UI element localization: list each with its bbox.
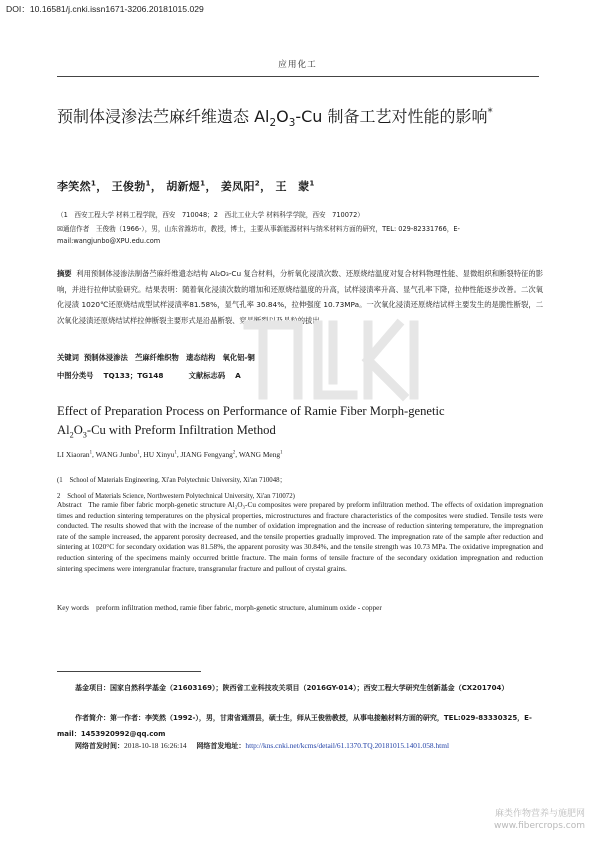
author-cn-aff: 2 bbox=[254, 178, 261, 188]
chinese-title-mid: O bbox=[276, 107, 289, 126]
site-watermark-cn: 麻类作物营养与施肥网 bbox=[494, 809, 585, 819]
author-en-aff: 1 bbox=[174, 450, 177, 456]
footnote-rule bbox=[57, 671, 201, 672]
doc-code-label: 文献标志码 bbox=[188, 371, 226, 380]
chinese-keywords-text: 预制体浸渗法 苎麻纤维织物 遗态结构 氧化铝-铜 bbox=[83, 353, 255, 362]
chinese-affiliations: （1 西安工程大学 材料工程学院，西安 710048；2 西北工业大学 材料科学学院，西安 710072） bbox=[57, 211, 364, 219]
english-title-line1: Effect of Preparation Process on Performance of Ramie Fiber Morph-genetic bbox=[57, 404, 445, 418]
clc-label: 中图分类号 bbox=[57, 371, 94, 380]
chinese-authors: 李笑然$^1$， 王俊勃$^1$， 胡新煜$^1$， 姜凤阳$^2$， 王 蒙$^1$ bbox=[57, 178, 315, 193]
author-cn: 李笑然 bbox=[57, 180, 91, 193]
author-en-aff: 1 bbox=[89, 450, 93, 456]
chinese-abstract-label: 摘要 bbox=[57, 269, 72, 278]
fund-info: 基金项目：国家自然科学基金（21603169）；陕西省工业科技攻关项目（2016GY-014）；西安工程大学研究生创新基金（CX201704） bbox=[75, 684, 509, 692]
english-authors: LI Xiaoran$^1$, WANG Junbo$^1$, HU Xinyu$^1$, JIANG Fengyang$^2$, WANG Meng$^1$ bbox=[57, 450, 283, 459]
english-keywords-text: preform infiltration method, ramie fiber fabric, morph-genetic structure, aluminum oxide - copper bbox=[96, 603, 382, 612]
chinese-abstract-text: 利用预制体浸渗法制备苎麻纤维遗态结构 Al₂O₃-Cu 复合材料，分析氧化浸渍次数、还原烧结温度对复合材料物理性能、显微组织和断裂特征的影响，并进行拉伸试验研究。结果表明：随着氧化浸渍次数的增加和还原烧结温度的升高，试样浸渍率升高、显气孔率下降，拉伸性能逐步改善。二次氧化浸渍 1020℃还原烧结成型试样浸渍率81.58%，显气孔率 30.84%，拉伸强度 10.73MPa。一次氧化浸渍还原烧结试样主要发生的是脆性断裂，二次氧化浸渍还原烧结试样拉伸断裂主要形式是沿晶断裂、穿晶断裂以及晶粒的拔出。 bbox=[57, 269, 544, 325]
author-en-aff: 2 bbox=[232, 450, 236, 456]
author-cn-aff: 1 bbox=[200, 178, 206, 188]
author-cn: 王 蒙 bbox=[275, 180, 310, 193]
corresponding-author: ☒通信作者 王俊勃（1966-），男，山东省潍坊市，教授，博士，主要从事新能源材料与纳米材料方面的研究，TEL: 029-82331766，E-mail:wangjunbo@XPU.edu.com bbox=[57, 225, 460, 245]
puburl-label: 网络首发地址： bbox=[196, 742, 246, 750]
doi: DOI：10.16581/j.cnki.issn1671-3206.20181015.029 bbox=[6, 4, 204, 14]
author-en: WANG Junbo bbox=[95, 450, 138, 459]
site-watermark bbox=[494, 808, 585, 832]
doc-code-value: A bbox=[235, 371, 241, 380]
cnki-watermark-logo bbox=[238, 300, 428, 420]
author-cn: 胡新煜 bbox=[166, 180, 201, 193]
english-affiliation-2: 2 School of Materials Science, Northwestern Polytechnical University, Xi'an 710072) bbox=[57, 493, 295, 500]
chinese-title-sub1: 2 bbox=[269, 117, 277, 130]
publication-link[interactable]: http://kns.cnki.net/kcms/detail/61.1370.TQ.20181015.1401.058.html bbox=[245, 741, 450, 750]
chinese-title bbox=[57, 104, 547, 129]
chinese-title-pre: 预制体浸渗法苎麻纤维遗态 Al bbox=[57, 107, 270, 126]
author-en-aff: 1 bbox=[280, 450, 283, 456]
author-en: JIANG Fengyang bbox=[180, 450, 233, 459]
author-en: WANG Meng bbox=[238, 450, 281, 459]
english-title-sub1: 2 bbox=[69, 430, 74, 440]
header-rule bbox=[57, 76, 539, 77]
site-watermark-url: www.fibercrops.com bbox=[494, 821, 585, 831]
author-en: LI Xiaoran bbox=[57, 450, 90, 459]
clc-value: TQ133；TG148 bbox=[103, 371, 164, 380]
english-title-sub2: 3 bbox=[82, 430, 87, 440]
english-title-al: Al bbox=[57, 423, 70, 437]
pubtime-label: 网络首发时间： bbox=[75, 742, 124, 750]
chinese-title-sub2: 3 bbox=[288, 117, 296, 130]
pubtime-value: 2018-10-18 16:26:14 bbox=[124, 741, 187, 750]
author-cn: 姜凤阳 bbox=[220, 180, 255, 193]
english-keywords bbox=[57, 603, 543, 612]
author-en-aff: 1 bbox=[137, 450, 140, 456]
english-abstract-label: Abstract bbox=[57, 500, 82, 509]
english-keywords-label: Key words bbox=[57, 603, 89, 612]
author-cn-aff: 1 bbox=[309, 178, 315, 188]
chinese-title-mark: * bbox=[487, 106, 493, 119]
online-publication bbox=[75, 741, 595, 751]
author-bio: 作者简介：第一作者：李笑然（1992-），男，甘肃省通渭县，硕士生，师从王俊勃教授，从事电接触材料方面的研究，TEL:029-83330325，E-mail：1453920992@qq.com bbox=[57, 714, 532, 738]
chinese-title-post: -Cu 制备工艺对性能的影响 bbox=[295, 107, 488, 126]
author-cn-aff: 1 bbox=[145, 178, 151, 188]
english-title-o: O bbox=[73, 423, 83, 437]
author-en: HU Xinyu bbox=[143, 450, 175, 459]
english-abstract-text: The ramie fiber fabric morph-genetic structure Al₂O₃-Cu composites were prepared by preform infiltration method. The effects of oxidation impregnation times and reduction sintering temperatures on the physical properties, microstructures and fracture characteristics of the composites were studied. Tensile tests were conducted. The results showed that with the increase of the number of oxidation impregnation and the increase of reduction sintering temperature, the impregnation rate of the sample increased, the apparent porosity decreased, and the tensile properties gradually improved. The impregnation rate of the sample after reduction and sintering at 1020°C for secondary oxidation was 81.58%, the apparent porosity was 30.84%, and the tensile strength was 10.73 MPa. The oxidative impregnation and reduction sintering of the specimens mainly occurred brittle fracture. The main forms of tensile fracture of the secondary oxidation impregnation and reduction sintering specimens were intergranular fracture, transgranular fracture and pullout of crystal grains. bbox=[57, 500, 543, 573]
english-title-post: -Cu with Preform Infiltration Method bbox=[86, 423, 276, 437]
author-cn-aff: 1 bbox=[90, 178, 97, 188]
english-abstract bbox=[57, 500, 543, 574]
journal-name: 应用化工 bbox=[278, 60, 317, 70]
english-title-line2 bbox=[57, 421, 543, 440]
chinese-keywords-label: 关键词 bbox=[57, 353, 79, 362]
english-affiliation-1: (1 School of Materials Engineering, Xi'an Polytechnic University, Xi'an 710048； bbox=[57, 477, 287, 484]
author-cn: 王俊勃 bbox=[111, 180, 146, 193]
